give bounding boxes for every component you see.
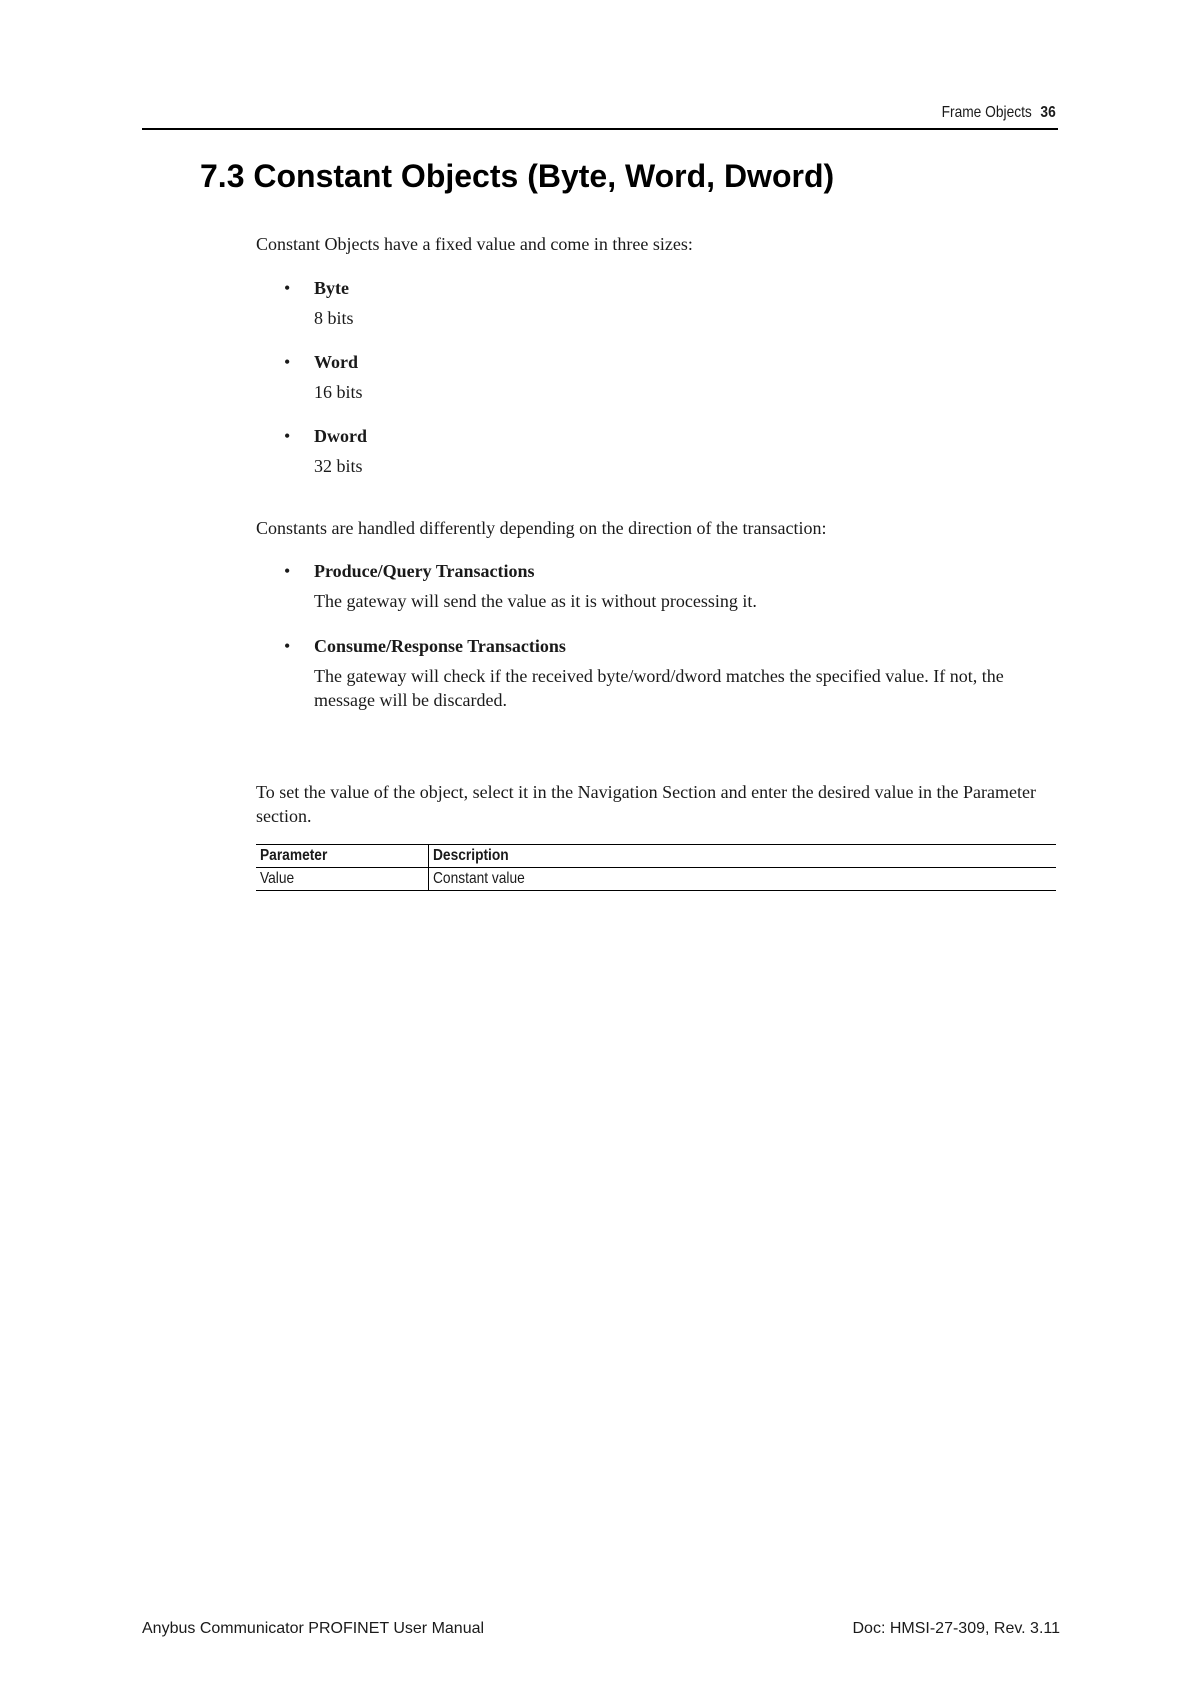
table-cell-parameter: Value	[256, 868, 428, 891]
column-header-parameter: Parameter	[256, 845, 428, 868]
list-item-desc: 8 bits	[314, 308, 354, 328]
bullet-icon: •	[284, 278, 291, 298]
list-item-desc: 32 bits	[314, 456, 363, 476]
table-row	[256, 868, 1056, 891]
list-item-desc: 16 bits	[314, 382, 363, 402]
list-item-desc: The gateway will check if the received byte/word/dword matches the specified value. If not, the message will be discarded.	[314, 666, 1004, 710]
footer-doc-id: Doc: HMSI-27-309, Rev. 3.11	[852, 1620, 1060, 1637]
table-header-row	[256, 845, 1056, 868]
bullet-icon: •	[284, 636, 291, 656]
column-header-description: Description	[428, 845, 1056, 868]
header-right	[942, 104, 1056, 122]
list-item-desc: The gateway will send the value as it is without processing it.	[314, 591, 757, 611]
list-item-title: Word	[314, 352, 359, 372]
intro-paragraph: Constant Objects have a fixed value and come in three sizes:	[256, 234, 693, 254]
header-section-title: Frame Objects	[941, 104, 1033, 121]
section-heading: 7.3 Constant Objects (Byte, Word, Dword)	[200, 158, 835, 194]
bullet-icon: •	[284, 426, 291, 446]
handling-paragraph: Constants are handled differently depending on the direction of the transaction:	[256, 518, 827, 538]
set-value-paragraph: To set the value of the object, select it in the Navigation Section and enter the desired value in the Parameter section.	[256, 782, 1036, 826]
page-number: 36	[1040, 104, 1056, 121]
parameter-table	[256, 844, 1056, 891]
bullet-icon: •	[284, 352, 291, 372]
footer-manual-title: Anybus Communicator PROFINET User Manual	[142, 1620, 485, 1637]
list-item-title: Byte	[314, 278, 349, 298]
list-item-title: Produce/Query Transactions	[314, 561, 535, 581]
table-cell-description: Constant value	[428, 868, 1056, 891]
list-item-title: Consume/Response Transactions	[314, 636, 566, 656]
bullet-icon: •	[284, 561, 291, 581]
list-item-title: Dword	[314, 426, 367, 446]
page-header	[142, 98, 1058, 130]
